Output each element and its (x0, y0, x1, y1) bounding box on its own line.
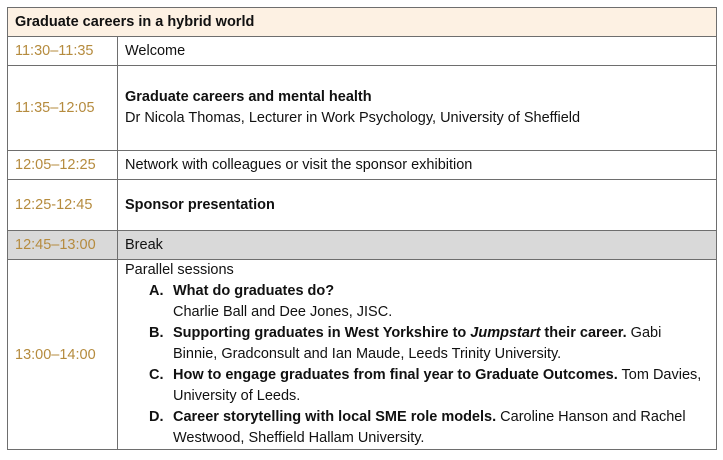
session-title (173, 325, 627, 341)
session-item (125, 323, 709, 365)
session-list (125, 281, 709, 449)
time-cell: 12:25-12:45 (8, 180, 118, 231)
item-heading: Graduate careers and mental health (125, 89, 372, 105)
agenda-row-network (8, 151, 717, 180)
session-detail: Caroline Hanson and Rachel Westwood, Sheffield Hallam University. (173, 409, 686, 446)
session-title-part: Supporting graduates in West Yorkshire to (173, 325, 471, 341)
session-item (125, 365, 709, 407)
session-item (125, 281, 709, 323)
session-item (125, 407, 709, 449)
time-cell: 13:00–14:00 (8, 260, 118, 450)
item-cell (118, 260, 717, 450)
time-cell: 12:45–13:00 (8, 231, 118, 260)
time-cell: 11:30–11:35 (8, 37, 118, 66)
session-detail: Gabi Binnie, Gradconsult and Ian Maude, Leeds Trinity University. (173, 325, 662, 362)
item-text: Welcome (118, 37, 717, 66)
session-detail: Charlie Ball and Dee Jones, JISC. (173, 304, 393, 320)
session-title: How to engage graduates from final year to Graduate Outcomes. (173, 367, 618, 383)
session-detail: Tom Davies, University of Leeds. (173, 367, 702, 404)
agenda-row-mental-health (8, 66, 717, 151)
session-title-emphasis: Jumpstart (470, 325, 541, 341)
sessions-intro: Parallel sessions (125, 262, 234, 278)
agenda-row-sponsor (8, 180, 717, 231)
item-text: Break (118, 231, 717, 260)
agenda-title-row (8, 8, 717, 37)
session-title-part: their career. (540, 325, 627, 341)
agenda-table (7, 7, 717, 450)
agenda-row-parallel (8, 260, 717, 450)
item-heading: Sponsor presentation (118, 180, 717, 231)
item-speaker: Dr Nicola Thomas, Lecturer in Work Psychology, University of Sheffield (125, 110, 581, 126)
session-title: What do graduates do? (173, 283, 335, 299)
agenda-row-welcome (8, 37, 717, 66)
agenda-row-break (8, 231, 717, 260)
session-letter: B. (149, 325, 164, 341)
session-letter: C. (149, 367, 164, 383)
time-cell: 11:35–12:05 (8, 66, 118, 151)
item-text: Network with colleagues or visit the sponsor exhibition (118, 151, 717, 180)
agenda-title: Graduate careers in a hybrid world (8, 8, 717, 37)
item-cell (118, 66, 717, 151)
time-cell: 12:05–12:25 (8, 151, 118, 180)
session-title: Career storytelling with local SME role models. (173, 409, 497, 425)
session-letter: A. (149, 283, 164, 299)
session-letter: D. (149, 409, 164, 425)
